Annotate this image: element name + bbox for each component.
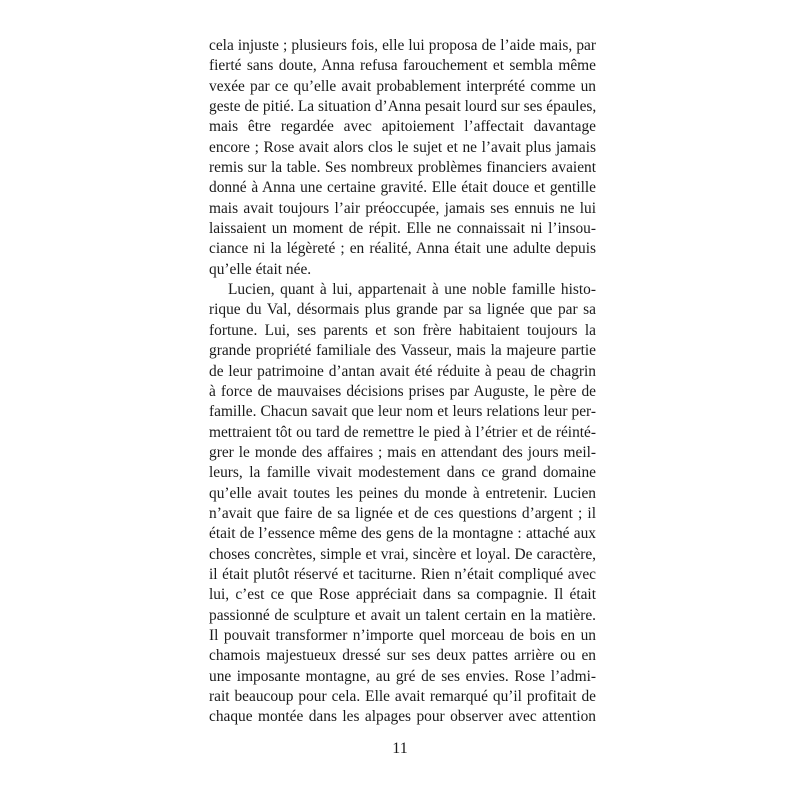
text-line: lui, c’est ce que Rose appréciait dans sa compagnie. Il était	[209, 586, 596, 604]
text-line: grande propriété familiale des Vasseur, mais la majeure partie	[209, 342, 596, 360]
text-line: mettraient tôt ou tard de remettre le pied à l’étrier et de réinté-	[209, 423, 596, 441]
text-line: fortune. Lui, ses parents et son frère habitaient toujours la	[209, 321, 596, 339]
text-line: qu’elle avait toutes les peines du monde à entretenir. Lucien	[209, 484, 596, 502]
text-line: choses concrètes, simple et vrai, sincère et loyal. De caractère,	[209, 545, 596, 563]
text-line: cela injuste ; plusieurs fois, elle lui proposa de l’aide mais, par	[209, 37, 596, 54]
text-line: mais être regardée avec apitoiement l’affectait davantage	[209, 118, 596, 136]
text-line: à force de mauvaises décisions prises par Auguste, le père de	[209, 382, 596, 400]
text-line: chaque montée dans les alpages pour observer avec attention	[209, 708, 596, 726]
text-line: vexée par ce qu’elle avait probablement interprété comme un	[209, 77, 596, 95]
text-line: rique du Val, désormais plus grande par sa lignée que par sa	[209, 301, 596, 319]
text-line: qu’elle était née.	[209, 260, 312, 278]
text-line: geste de pitié. La situation d’Anna pesait lourd sur ses épaules,	[209, 98, 597, 116]
text-line: encore ; Rose avait alors clos le sujet et ne l’avait plus jamais	[209, 138, 596, 156]
text-line: leurs, la famille vivait modestement dans ce grand domaine	[209, 464, 596, 482]
text-line: de leur patrimoine d’antan avait été réduite à peau de chagrin	[209, 362, 596, 380]
text-line: donné à Anna une certaine gravité. Elle était douce et gentille	[209, 179, 596, 197]
text-line: mais avait toujours l’air préoccupée, jamais ses ennuis ne lui	[209, 199, 596, 217]
text-line: chamois majestueux dressé sur ses deux pattes arrière ou en	[209, 647, 596, 665]
text-line: était de l’essence même des gens de la montagne : attaché aux	[209, 525, 596, 543]
text-line: Il pouvait transformer n’importe quel morceau de bois en un	[209, 626, 596, 644]
paragraph-1	[209, 36, 596, 280]
text-line: il était plutôt réservé et taciturne. Rien n’était compliqué avec	[209, 565, 596, 583]
text-line: Lucien, quant à lui, appartenait à une noble famille histo-	[228, 281, 596, 299]
text-line: remis sur la table. Ses nombreux problèmes financiers avaient	[209, 159, 596, 177]
text-line: n’avait que faire de sa lignée et de ces questions d’argent ; il	[209, 504, 596, 522]
body-text	[209, 36, 596, 728]
text-line: grer le monde des affaires ; mais en attendant des jours meil-	[209, 443, 596, 461]
text-line: fierté sans doute, Anna refusa farouchement et sembla même	[209, 57, 596, 75]
text-line: laissaient un moment de répit. Elle ne connaissait ni l’insou-	[209, 220, 596, 238]
page-number: 11	[392, 740, 408, 757]
text-line: ciance ni la légèreté ; en réalité, Anna était une adulte depuis	[209, 240, 596, 258]
text-line: une imposante montagne, au gré de ses envies. Rose l’admi-	[209, 667, 596, 685]
text-line: passionné de sculpture et avait un talent certain en la matière.	[209, 606, 596, 624]
paragraph-2	[209, 280, 596, 728]
text-line: rait beaucoup pour cela. Elle avait remarqué qu’il profitait de	[209, 688, 596, 705]
text-line: famille. Chacun savait que leur nom et leurs relations leur per-	[209, 403, 596, 421]
